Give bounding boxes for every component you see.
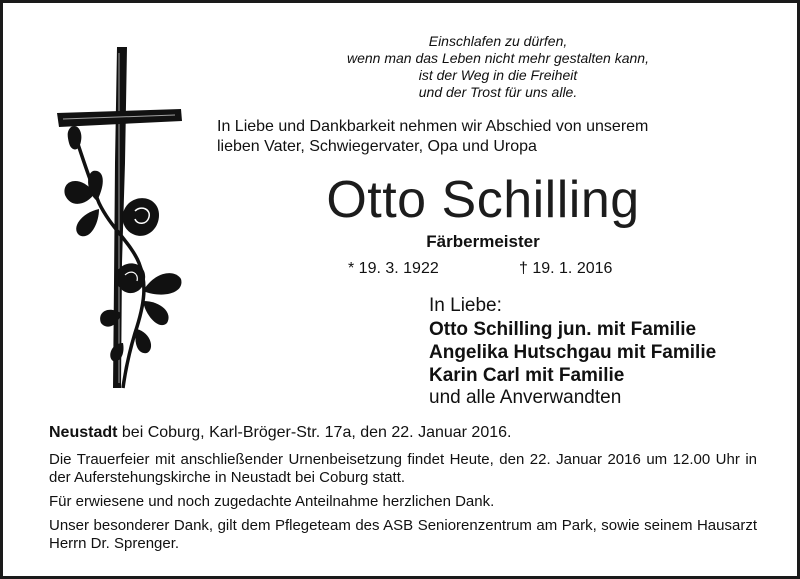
birth-date: * 19. 3. 1922: [348, 260, 439, 277]
deceased-name: Otto Schilling: [326, 171, 640, 229]
place-address-date: bei Coburg, Karl-Bröger-Str. 17a, den 22. Januar 2016.: [117, 424, 512, 441]
poem-line: ist der Weg in die Freiheit: [418, 67, 578, 83]
mourners-lead: In Liebe:: [429, 295, 502, 316]
notice-body: [49, 451, 757, 559]
deceased-profession: Färbermeister: [426, 232, 540, 251]
cross-with-roses-illustration: [51, 43, 191, 393]
death-date: † 19. 1. 2016: [519, 260, 613, 277]
intro-line: lieben Vater, Schwiegervater, Opa und Uropa: [217, 138, 537, 155]
place-city: Neustadt: [49, 424, 118, 441]
funeral-info-paragraph: Die Trauerfeier mit anschließender Urnenbeisetzung findet Heute, den 22. Januar 2016 um 12.00 Uhr in der Auferstehungskirche in Neustadt bei Coburg statt.: [49, 451, 757, 486]
mourner-family: Otto Schilling jun. mit Familie: [429, 319, 697, 340]
poem-line: Einschlafen zu dürfen,: [428, 33, 568, 49]
poem-line: wenn man das Leben nicht mehr gestalten kann,: [347, 50, 649, 66]
intro-line: In Liebe und Dankbarkeit nehmen wir Abschied von unserem: [217, 118, 649, 135]
thanks-paragraph: Für erwiesene und noch zugedachte Anteilnahme herzlichen Dank.: [49, 493, 495, 510]
place-date-line: [49, 423, 511, 443]
special-thanks-paragraph: Unser besonderer Dank, gilt dem Pflegeteam des ASB Seniorenzentrum am Park, sowie seinem Hausarzt Herrn Dr. Sprenger.: [49, 517, 757, 552]
poem: [303, 33, 693, 101]
mourners-list: [429, 294, 789, 409]
poem-line: und der Trost für uns alle.: [418, 84, 578, 100]
mourner-relatives: und alle Anverwandten: [429, 387, 622, 408]
mourner-family: Angelika Hutschgau mit Familie: [429, 342, 717, 363]
farewell-intro: [217, 117, 697, 157]
mourner-family: Karin Carl mit Familie: [429, 365, 625, 386]
